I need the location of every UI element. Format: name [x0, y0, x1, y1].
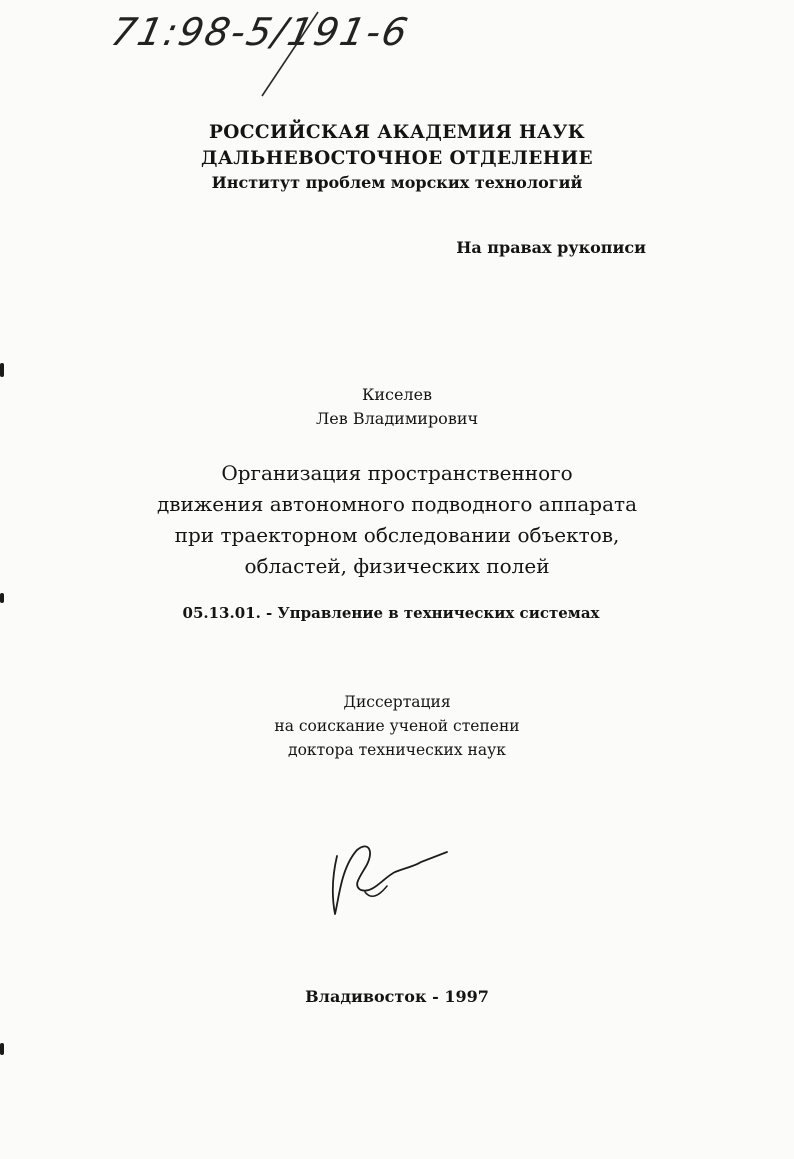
handwritten-archive-number: 71:98-5/191-6: [107, 10, 414, 54]
author-block: [0, 383, 794, 431]
title-line: областей, физических полей: [244, 554, 550, 578]
scan-edge-mark: [0, 363, 4, 377]
scan-edge-mark: [0, 593, 4, 603]
dissertation-title: [0, 458, 794, 582]
city-year: Владивосток - 1997: [305, 987, 489, 1006]
handwritten-signature: [325, 838, 455, 923]
scan-edge-mark: [0, 1043, 4, 1055]
branch-name: ДАЛЬНЕВОСТОЧНОЕ ОТДЕЛЕНИЕ: [200, 148, 594, 169]
rights-note: На правах рукописи: [456, 238, 646, 257]
title-line: Организация пространственного: [221, 461, 573, 485]
institute-name: Институт проблем морских технологий: [211, 173, 583, 192]
title-line: движения автономного подводного аппарата: [156, 492, 637, 516]
degree-level: доктора технических наук: [288, 741, 506, 759]
organization-header: [0, 120, 794, 194]
author-surname: Киселев: [361, 385, 433, 404]
degree-block: [0, 690, 794, 762]
author-given-names: Лев Владимирович: [315, 409, 479, 428]
degree-type: Диссертация: [343, 693, 451, 711]
academy-name: РОССИЙСКАЯ АКАДЕМИЯ НАУК: [208, 122, 586, 143]
specialty-code: 05.13.01. - Управление в технических системах: [182, 604, 600, 622]
degree-purpose: на соискание ученой степени: [274, 717, 520, 735]
title-line: при траекторном обследовании объектов,: [174, 523, 620, 547]
